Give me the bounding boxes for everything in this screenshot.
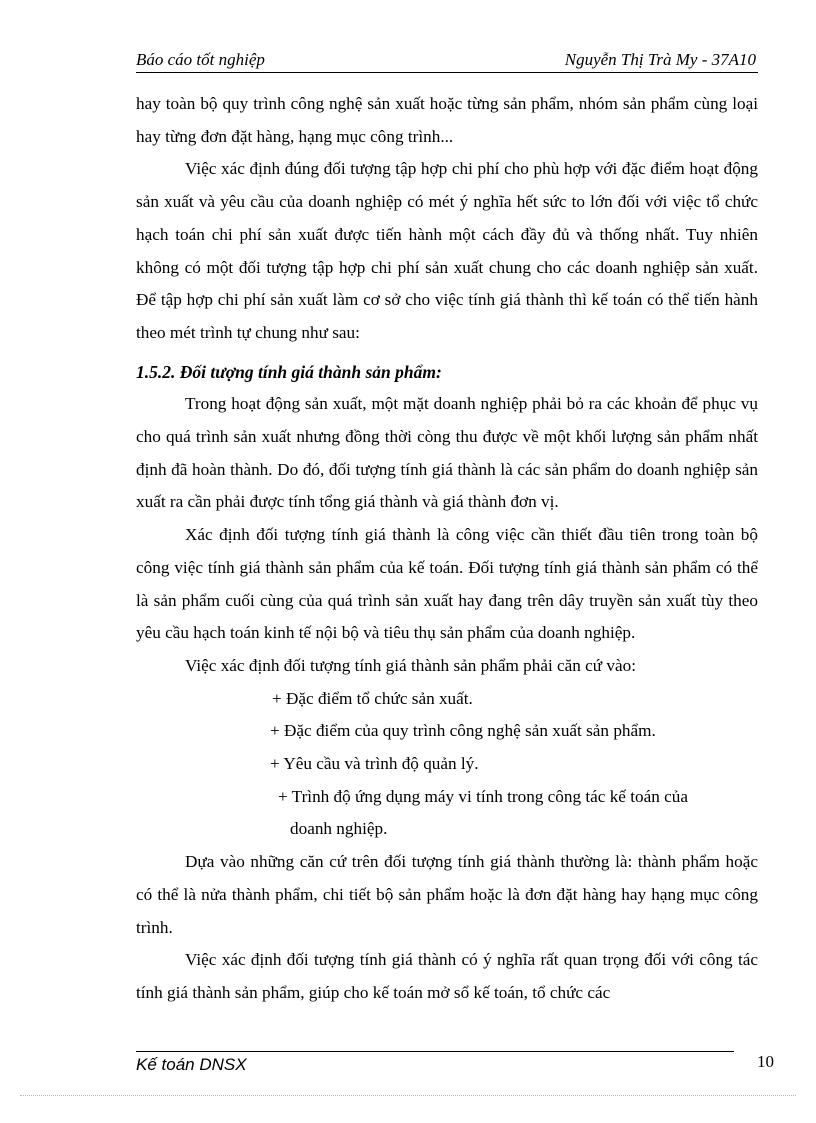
bullet-item: + Đặc điểm tổ chức sản xuất.: [272, 688, 473, 708]
bullet-item: + Trình độ ứng dụng máy vi tính trong công tác kế toán của: [278, 786, 688, 806]
header-author: Nguyễn Thị Trà My - 37A10: [564, 50, 756, 69]
paragraph-importance: Việc xác định đối tượng tính giá thành có ý nghĩa rất quan trọng đối với công tác tính giá thành sản phẩm, giúp cho kế toán mở sổ kế toán, tổ chức các: [136, 950, 758, 1002]
page-body: [136, 88, 758, 1010]
header-report-title: Báo cáo tốt nghiệp: [136, 50, 265, 69]
paragraph-cost-object: Việc xác định đúng đối tượng tập hợp chi phí cho phù hợp với đặc điểm hoạt động sản xuất và yêu cầu của doanh nghiệp có mét ý nghĩa hết sức to lớn đối với việc tổ chức hạch toán chi phí sản xuất được tiến hành một cách đầy đủ và thống nhất. Tuy nhiên không có một đối tượng tập hợp chi phí sản xuất chung cho các doanh nghiệp sản xuất. Để tập hợp chi phí sản xuất làm cơ sở cho việc tính giá thành thì kế toán có thể tiến hành theo mét trình tự chung như sau:: [136, 159, 758, 342]
bullet-item: + Đặc điểm của quy trình công nghệ sản xuất sản phẩm.: [270, 721, 656, 741]
paragraph-criteria-intro: Việc xác định đối tượng tính giá thành sản phẩm phải căn cứ vào:: [185, 655, 637, 675]
page-header: [136, 46, 758, 73]
page-number: 10: [757, 1052, 774, 1071]
paragraph-continuation: hay toàn bộ quy trình công nghệ sản xuất hoặc từng sản phẩm, nhóm sản phẩm cùng loại hay từng đơn đặt hàng, hạng mục công trình...: [136, 94, 758, 146]
paragraph-based-on: Dựa vào những căn cứ trên đối tượng tính giá thành thường là: thành phẩm hoặc có thể là nửa thành phẩm, chi tiết bộ sản phẩm hoặc là đơn đặt hàng hay hạng mục công trình.: [136, 852, 758, 937]
footer-subject: Kế toán DNSX: [136, 1055, 247, 1074]
bullet-item-continuation: doanh nghiệp.: [290, 819, 388, 839]
paragraph-production: Trong hoạt động sản xuất, một mặt doanh nghiệp phải bỏ ra các khoản để phục vụ cho quá trình sản xuất nhưng đồng thời còng thu được về một khối lượng sản phẩm nhất định đã hoàn thành. Do đó, đối tượng tính giá thành là các sản phẩm do doanh nghiệp sản xuất ra cần phải được tính tổng giá thành và giá thành đơn vị.: [136, 394, 758, 512]
section-heading: 1.5.2. Đối tượng tính giá thành sản phẩm:: [136, 361, 442, 382]
page-bottom-border: [20, 1095, 796, 1096]
footer-divider: [136, 1051, 734, 1052]
bullet-item: + Yêu cầu và trình độ quản lý.: [270, 754, 479, 774]
paragraph-determination: Xác định đối tượng tính giá thành là công việc cần thiết đầu tiên trong toàn bộ công việc tính giá thành sản phẩm của kế toán. Đối tượng tính giá thành sản phẩm có thể là sản phẩm cuối cùng của quá trình sản xuất hay đang trên dây truyền sản xuất tùy theo yêu cầu hạch toán kinh tế nội bộ và tiêu thụ sản phẩm của doanh nghiệp.: [136, 525, 758, 643]
